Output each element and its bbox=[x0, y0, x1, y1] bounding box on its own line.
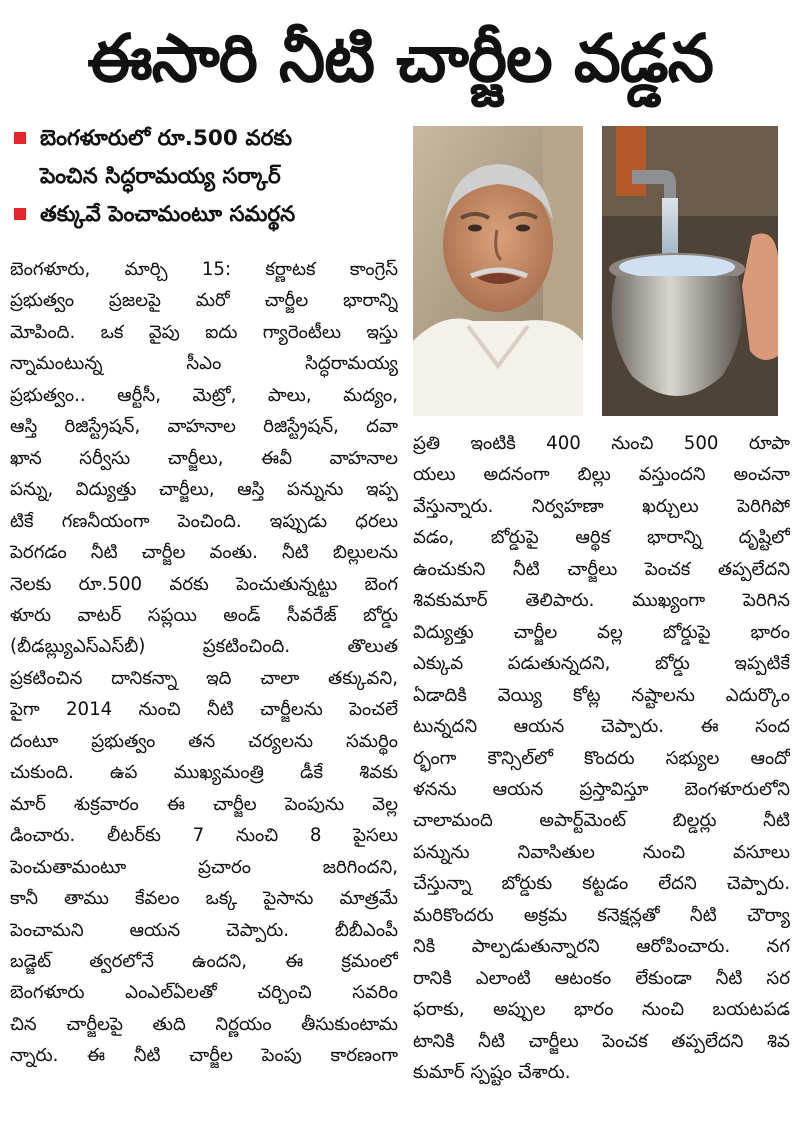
article-line: దంటూ ప్రభుత్వం తన చర్యలను సమర్థిం bbox=[10, 730, 398, 752]
article-line: ఖాన సర్వీసు చార్జీలు, ఈవీ వాహనాల bbox=[10, 447, 398, 469]
article-line: విద్యుత్తు చార్జీల వల్ల బోర్డుపై భారం bbox=[413, 621, 790, 643]
article-line: ళనను ఆయన ప్రస్తావిస్తూ బెంగళూరులోని bbox=[413, 778, 790, 800]
article-line: ప్రకటించిన దానికన్నా ఇది చాలా తక్కువని, bbox=[10, 667, 398, 689]
article-line: ర్భంగా కౌన్సిల్‌లో కొందరు సభ్యుల ఆందో bbox=[413, 747, 790, 769]
article-line: (బీడబ్ల్యుఎస్ఎస్‌బీ) ప్రకటించింది. తొలుత bbox=[10, 636, 398, 658]
article-line: టికే గణనీయంగా పెంచింది. ఇప్పుడు ధరలు bbox=[10, 510, 398, 532]
article-line: ఉంచుకుని నీటి చార్జీలు పెంచక తప్పలేదని bbox=[413, 558, 790, 580]
photo-water-pot bbox=[602, 126, 778, 416]
headline: ఈసారి నీటి చార్జీల వడ్డన bbox=[87, 20, 713, 97]
article-line: పెరగడం నీటి చార్జీల వంతు. నీటి బిల్లులను bbox=[10, 542, 398, 564]
article-line: టున్నదని ఆయన చెప్పారు. ఈ సంద bbox=[413, 716, 790, 738]
article-line: రానికి ఎలాంటి ఆటంకం లేకుండా నీటి సర bbox=[413, 967, 790, 989]
article-line: పైగా 2014 నుంచి నీటి చార్జీలను పెంచలే bbox=[10, 699, 398, 721]
portrait-image bbox=[413, 126, 583, 416]
article-line: ఫరాకు, అప్పుల భారం నుంచి బయటపడ bbox=[413, 999, 790, 1021]
article-line: బెంగళూరు ఎంఎల్‌ఏలతో చర్చించి సవరిం bbox=[10, 982, 398, 1004]
article-line: బడ్జెట్ త్వరలోనే ఉందని, ఈ క్రమంలో bbox=[10, 950, 398, 972]
bullet-text: బెంగళూరులో రూ.500 వరకు bbox=[40, 126, 293, 151]
article-line: శివకుమార్ తెలిపారు. ముఖ్యంగా పెరిగిన bbox=[413, 590, 790, 612]
bullet-2-line-1 bbox=[12, 196, 404, 234]
article-line: పన్నును నివాసితుల నుంచి వసూలు bbox=[413, 841, 790, 863]
article-line: వేస్తున్నారు. నిర్వహణా ఖర్చులు పెరిగిపో bbox=[413, 495, 790, 517]
article-line: టానికి నీటి చార్జీలు పెంచక తప్పలేదని శివ bbox=[413, 1030, 790, 1052]
article-line: ఎక్కువ పడుతున్నదని, బోర్డు ఇప్పటికే bbox=[413, 653, 790, 675]
article-line: ఆస్తి రిజిస్ట్రేషన్, వాహనాల రిజిస్ట్రేషన్, దవా bbox=[10, 416, 398, 438]
article-line: చేస్తున్నా బోర్డుకు కట్టడం లేదని చెప్పారు. bbox=[413, 873, 790, 895]
article-line: న్నారు. ఈ నీటి చార్జీల పెంపు కారణంగా bbox=[10, 1045, 398, 1067]
article-line: చిన చార్జీలపై తుది నిర్ణయం తీసుకుంటామ bbox=[10, 1013, 398, 1035]
article-line: చుకుంది. ఉప ముఖ్యమంత్రి డీకే శివకు bbox=[10, 762, 398, 784]
article-line: ప్రభుత్వం ప్రజలపై మరో చార్జీల భారాన్ని bbox=[10, 290, 398, 312]
article-line: ప్రభుత్వం.. ఆర్టీసీ, మెట్రో, పాలు, మద్యం, bbox=[10, 384, 398, 406]
article-line: మోపింది. ఒక వైపు ఐదు గ్యారెంటీలు ఇస్తు bbox=[10, 321, 398, 343]
article-line: వడం, బోర్డుపై ఆర్థిక భారాన్ని దృష్టిలో bbox=[413, 527, 790, 549]
article-line: మరికొందరు అక్రమ కనెక్షన్లతో నీటి చౌర్యా bbox=[413, 904, 790, 926]
article-line: కుమార్ స్పష్టం చేశారు. bbox=[413, 1062, 571, 1084]
article-line: పన్ను, విద్యుత్తు చార్జీలు, ఆస్తి పన్నును ఇప్ప bbox=[10, 479, 398, 501]
article-line: కానీ తాము కేవలం ఒక్క పైసాను మాత్రమే bbox=[10, 888, 398, 910]
article-line: బెంగళూరు, మార్చి 15: కర్ణాటక కాంగ్రెస్ bbox=[10, 259, 398, 280]
bullet-1-line-1 bbox=[12, 120, 404, 158]
article-line: ఏడాదికి వెయ్యి కోట్ల నష్టాలను ఎదుర్కొం bbox=[413, 684, 790, 706]
article-column-left bbox=[10, 254, 398, 1072]
article-line: పెంచుతామంటూ ప్రచారం జరిగిందని, bbox=[10, 856, 398, 878]
article-line: యలు అదనంగా బిల్లు వస్తుందని అంచనా bbox=[413, 464, 790, 486]
subheadline-bullets bbox=[12, 120, 404, 234]
article-line: ప్రతి ఇంటికి 400 నుంచి 500 రూపా bbox=[413, 433, 790, 454]
article-line: న్నామంటున్న సీఎం సిద్ధరామయ్య bbox=[10, 353, 398, 375]
article-line: డించారు. లీటర్‌కు 7 నుంచి 8 పైసలు bbox=[10, 825, 398, 847]
article-column-right bbox=[413, 428, 790, 1089]
bullet-text: తక్కువే పెంచామంటూ సమర్థన bbox=[40, 202, 296, 227]
water-pot-image bbox=[602, 126, 778, 416]
photo-siddaramaiah bbox=[413, 126, 583, 416]
article-line: నికి పాల్పడుతున్నారని ఆరోపించారు. నగ bbox=[413, 936, 790, 958]
bullet-text: పెంచిన సిద్ధరామయ్య సర్కార్ bbox=[40, 164, 281, 189]
article-line: పెంచామని ఆయన చెప్పారు. బీబీఎంపీ bbox=[10, 919, 398, 941]
article-line: చాలామంది అపార్ట్‌మెంట్ బిల్డర్లు నీటి bbox=[413, 810, 790, 832]
bullet-1-line-2 bbox=[12, 158, 404, 196]
red-square-icon bbox=[14, 132, 26, 144]
red-square-icon bbox=[14, 208, 26, 220]
article-line: నెలకు రూ.500 వరకు పెంచుతున్నట్టు బెంగ bbox=[10, 573, 398, 595]
article-line: ళూరు వాటర్ సప్లయి అండ్ సీవరేజ్ బోర్డు bbox=[10, 604, 398, 626]
article-line: మార్ శుక్రవారం ఈ చార్జీల పెంపును వెల్ల bbox=[10, 793, 398, 815]
